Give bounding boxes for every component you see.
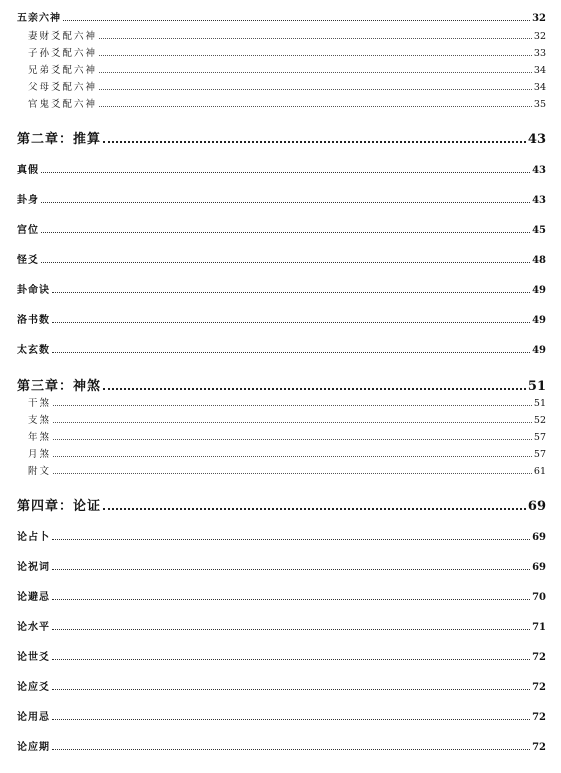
toc-entry-title: 第二章：推算 — [17, 132, 102, 147]
dot-leader — [41, 232, 530, 233]
toc-entry-page: 57 — [533, 432, 546, 443]
toc-entry-title: 干煞 — [28, 398, 52, 409]
toc-entry-page: 43 — [532, 195, 546, 206]
toc-entry-title: 妻财爻配六神 — [28, 31, 98, 42]
toc-entry-section[interactable] — [17, 737, 546, 753]
toc-entry-page: 35 — [533, 99, 546, 110]
dot-leader — [41, 172, 530, 173]
toc-entry-section[interactable] — [17, 587, 546, 603]
toc-entry-page: 69 — [532, 532, 546, 543]
toc-entry-subsection[interactable] — [17, 43, 546, 59]
toc-entry-page: 71 — [532, 622, 546, 633]
toc-entry-title: 子孙爻配六神 — [28, 48, 98, 59]
dot-leader — [99, 89, 532, 90]
toc-entry-page: 34 — [533, 65, 546, 76]
toc-entry-page: 32 — [532, 13, 546, 24]
toc-entry-subsection[interactable] — [17, 26, 546, 42]
toc-entry-title: 宫位 — [17, 225, 39, 236]
toc-entry-title: 官鬼爻配六神 — [28, 99, 98, 110]
toc-entry-page: 45 — [532, 225, 546, 236]
toc-entry-section[interactable] — [17, 280, 546, 296]
dot-leader — [52, 569, 530, 570]
toc-entry-page: 70 — [532, 592, 546, 603]
dot-leader — [103, 388, 526, 390]
toc-entry-title: 年煞 — [28, 432, 52, 443]
toc-entry-title: 支煞 — [28, 415, 52, 426]
dot-leader — [53, 405, 532, 406]
toc-entry-title: 卦命诀 — [17, 285, 50, 296]
toc-entry-title: 怪爻 — [17, 255, 39, 266]
toc-entry-section[interactable] — [17, 617, 546, 633]
toc-entry-title: 论用忌 — [17, 712, 50, 723]
toc-entry-page: 69 — [532, 562, 546, 573]
dot-leader — [99, 38, 532, 39]
toc-entry-section[interactable] — [17, 190, 546, 206]
toc-entry-subsection[interactable] — [17, 94, 546, 110]
toc-entry-page: 57 — [533, 449, 546, 460]
toc-entry-section[interactable] — [17, 8, 546, 24]
toc-entry-chapter[interactable] — [17, 494, 546, 514]
toc-entry-page: 51 — [533, 398, 546, 409]
toc-entry-title: 论应爻 — [17, 682, 50, 693]
dot-leader — [52, 292, 530, 293]
toc-entry-subsection[interactable] — [17, 461, 546, 477]
toc-entry-section[interactable] — [17, 160, 546, 176]
toc-entry-section[interactable] — [17, 527, 546, 543]
dot-leader — [41, 202, 530, 203]
toc-entry-page: 32 — [533, 31, 546, 42]
toc-entry-title: 真假 — [17, 165, 39, 176]
toc-entry-section[interactable] — [17, 647, 546, 663]
toc-entry-title: 父母爻配六神 — [28, 82, 98, 93]
toc-entry-section[interactable] — [17, 340, 546, 356]
toc-entry-subsection[interactable] — [17, 60, 546, 76]
dot-leader — [103, 141, 526, 143]
toc-entry-page: 48 — [532, 255, 546, 266]
toc-entry-page: 49 — [532, 285, 546, 296]
toc-entry-title: 太玄数 — [17, 345, 50, 356]
dot-leader — [52, 322, 530, 323]
toc-entry-title: 第三章：神煞 — [17, 379, 102, 394]
dot-leader — [53, 473, 532, 474]
toc-entry-title: 论水平 — [17, 622, 50, 633]
toc-entry-page: 61 — [533, 466, 546, 477]
dot-leader — [63, 20, 530, 21]
toc-entry-title: 论祝词 — [17, 562, 50, 573]
toc-entry-title: 月煞 — [28, 449, 52, 460]
toc-entry-subsection[interactable] — [17, 427, 546, 443]
toc-entry-page: 43 — [532, 165, 546, 176]
toc-entry-page: 34 — [533, 82, 546, 93]
dot-leader — [52, 352, 530, 353]
toc-entry-page: 72 — [532, 682, 546, 693]
dot-leader — [53, 422, 532, 423]
dot-leader — [103, 508, 526, 510]
toc-entry-page: 72 — [532, 712, 546, 723]
toc-entry-page: 51 — [527, 379, 546, 394]
toc-entry-subsection[interactable] — [17, 77, 546, 93]
toc-entry-chapter[interactable] — [17, 374, 546, 394]
dot-leader — [53, 439, 532, 440]
toc-entry-title: 卦身 — [17, 195, 39, 206]
dot-leader — [53, 456, 532, 457]
toc-entry-title: 论避忌 — [17, 592, 50, 603]
dot-leader — [52, 599, 530, 600]
toc-entry-title: 附文 — [28, 466, 52, 477]
toc-entry-chapter[interactable] — [17, 127, 546, 147]
toc-entry-title: 论占卜 — [17, 532, 50, 543]
toc-entry-subsection[interactable] — [17, 393, 546, 409]
toc-entry-title: 第四章：论证 — [17, 499, 102, 514]
dot-leader — [41, 262, 530, 263]
toc-entry-page: 69 — [527, 499, 546, 514]
toc-entry-section[interactable] — [17, 677, 546, 693]
toc-entry-page: 72 — [532, 742, 546, 753]
toc-entry-page: 33 — [533, 48, 546, 59]
toc-entry-title: 论世爻 — [17, 652, 50, 663]
toc-entry-section[interactable] — [17, 310, 546, 326]
toc-entry-title: 洛书数 — [17, 315, 50, 326]
dot-leader — [99, 72, 532, 73]
toc-entry-section[interactable] — [17, 220, 546, 236]
dot-leader — [99, 55, 532, 56]
toc-entry-subsection[interactable] — [17, 444, 546, 460]
dot-leader — [52, 749, 530, 750]
toc-entry-page: 43 — [527, 132, 546, 147]
toc-entry-section[interactable] — [17, 557, 546, 573]
toc-entry-title: 兄弟爻配六神 — [28, 65, 98, 76]
dot-leader — [52, 719, 530, 720]
toc-entry-page: 49 — [532, 315, 546, 326]
dot-leader — [52, 689, 530, 690]
toc-entry-title: 五亲六神 — [17, 13, 61, 24]
toc-entry-title: 论应期 — [17, 742, 50, 753]
toc-entry-page: 52 — [533, 415, 546, 426]
toc-entry-page: 72 — [532, 652, 546, 663]
dot-leader — [99, 106, 532, 107]
toc-entry-section[interactable] — [17, 707, 546, 723]
dot-leader — [52, 629, 530, 630]
dot-leader — [52, 539, 530, 540]
toc-entry-subsection[interactable] — [17, 410, 546, 426]
toc-entry-page: 49 — [532, 345, 546, 356]
dot-leader — [52, 659, 530, 660]
toc-entry-section[interactable] — [17, 250, 546, 266]
